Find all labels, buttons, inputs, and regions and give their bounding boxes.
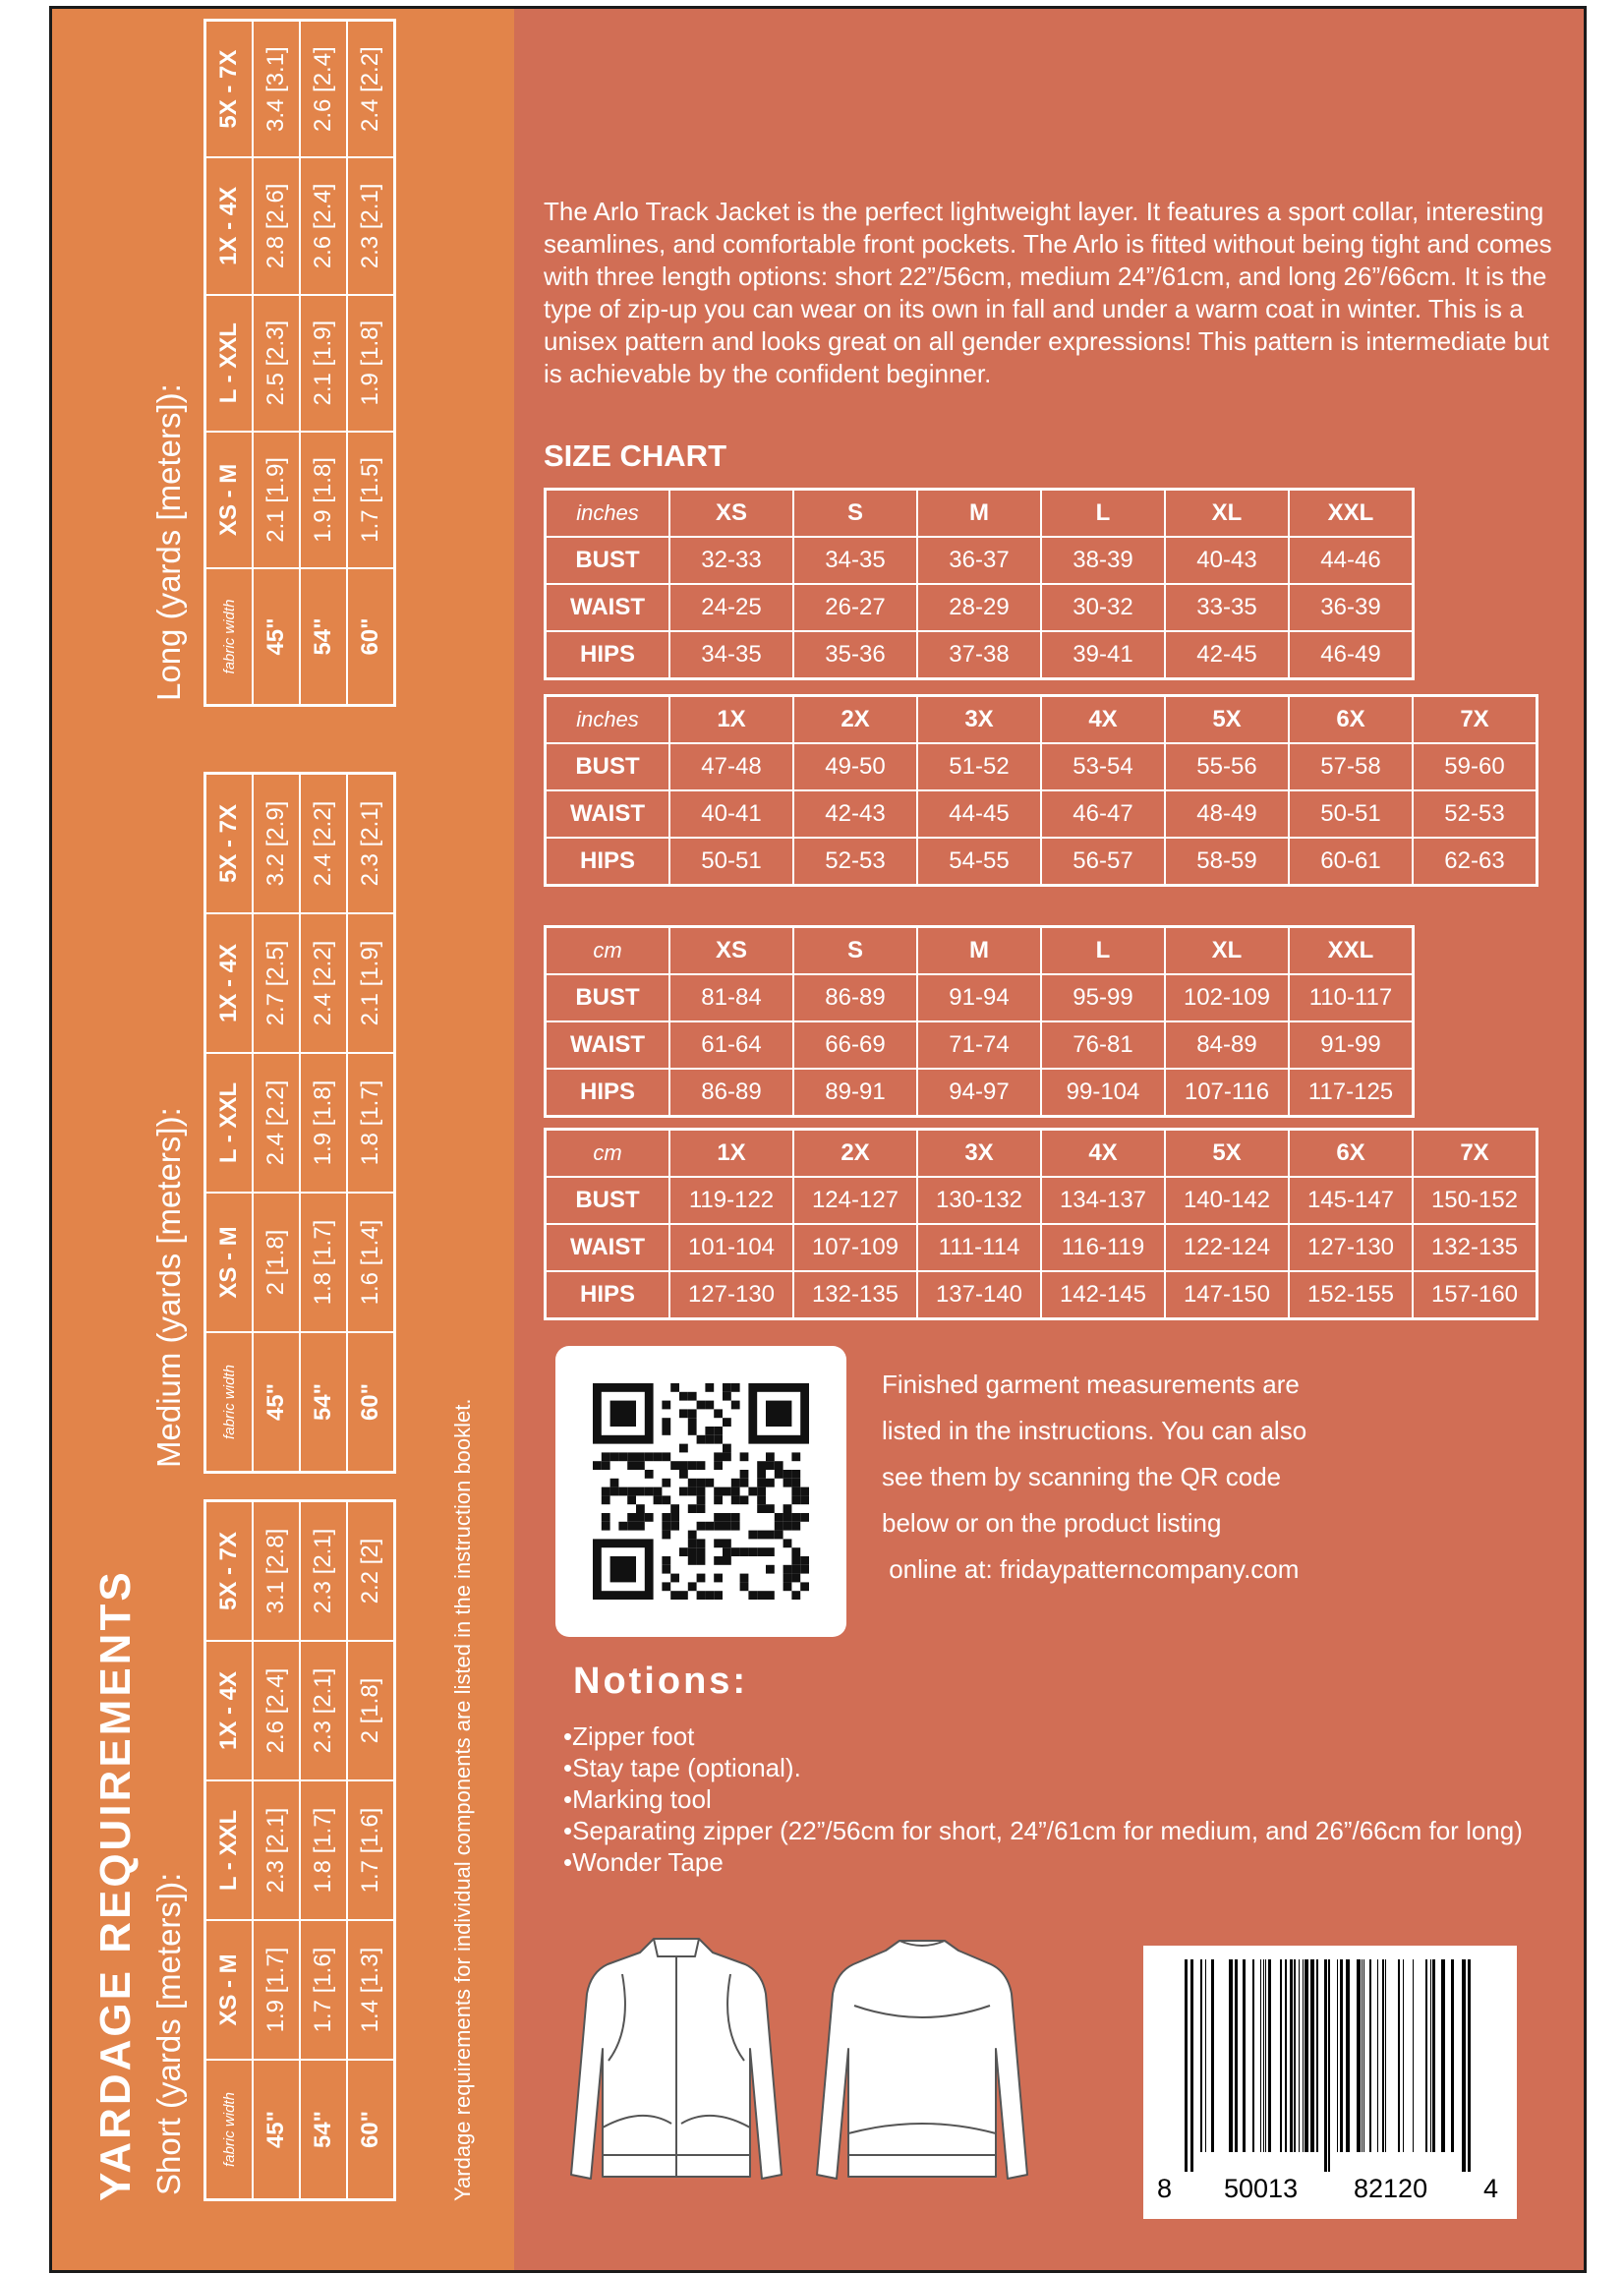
qr-code[interactable] bbox=[555, 1346, 846, 1637]
fabric-width-header: fabric width bbox=[205, 2060, 254, 2200]
measurement-value: 140-142 bbox=[1165, 1177, 1289, 1224]
yardage-value-cell: 2.3 [2.1] bbox=[347, 774, 395, 914]
yardage-value-cell: 2 [1.8] bbox=[347, 1641, 395, 1780]
measurement-value: 36-37 bbox=[917, 537, 1041, 584]
yardage-value-cell: 1.7 [1.6] bbox=[347, 1780, 395, 1920]
measurement-value: 107-109 bbox=[793, 1224, 917, 1271]
measurement-value: 95-99 bbox=[1041, 974, 1165, 1021]
yardage-note: Yardage requirements for individual components are listed in the instruction booklet. bbox=[450, 1398, 475, 2201]
measurement-value: 49-50 bbox=[793, 743, 917, 790]
measurement-value: 61-64 bbox=[669, 1021, 793, 1069]
notions-title: Notions: bbox=[573, 1661, 749, 1702]
fabric-width-cell: 60" bbox=[347, 2060, 395, 2200]
measurement-label: BUST bbox=[546, 743, 670, 790]
size-header: 1X bbox=[669, 1130, 793, 1178]
measurement-value: 157-160 bbox=[1413, 1271, 1537, 1319]
info-panel bbox=[514, 9, 1584, 2270]
measurement-value: 40-41 bbox=[669, 790, 793, 838]
yardage-value-cell: 2.1 [1.9] bbox=[347, 913, 395, 1053]
notion-item: • Separating zipper (22”/56cm for short, 24”/61cm for medium, and 26”/66cm for long) bbox=[563, 1815, 1586, 1846]
size-header: L bbox=[1041, 490, 1165, 538]
yardage-size-header: XS - M bbox=[205, 1920, 254, 2060]
yardage-value-cell: 1.7 [1.6] bbox=[300, 1920, 347, 2060]
qr-text-line: online at: fridaypatterncompany.com bbox=[882, 1554, 1300, 1584]
barcode-digit: 8 bbox=[1157, 2174, 1173, 2203]
measurement-value: 33-35 bbox=[1165, 584, 1289, 631]
fabric-width-cell: 45" bbox=[253, 568, 300, 705]
jacket-back-illustration bbox=[809, 1931, 1035, 2201]
size-header: 4X bbox=[1041, 1130, 1165, 1178]
yardage-value-cell: 3.1 [2.8] bbox=[253, 1501, 300, 1642]
jacket-front-illustration bbox=[563, 1931, 789, 2201]
size-table bbox=[544, 694, 1538, 887]
measurement-value: 38-39 bbox=[1041, 537, 1165, 584]
yardage-size-header: L - XXL bbox=[205, 1053, 254, 1193]
yardage-value-cell: 1.7 [1.5] bbox=[347, 432, 395, 568]
barcode-digit: 50013 bbox=[1224, 2174, 1299, 2203]
size-unit-header: inches bbox=[546, 696, 670, 744]
measurement-value: 62-63 bbox=[1413, 838, 1537, 886]
yardage-size-header: 5X - 7X bbox=[205, 21, 254, 158]
measurement-label: WAIST bbox=[546, 1021, 670, 1069]
yardage-size-header: 5X - 7X bbox=[205, 1501, 254, 1642]
measurement-value: 89-91 bbox=[793, 1069, 917, 1117]
yardage-table bbox=[203, 772, 396, 1474]
yardage-value-cell: 1.9 [1.7] bbox=[253, 1920, 300, 2060]
size-header: 2X bbox=[793, 1130, 917, 1178]
yardage-value-cell: 2.6 [2.4] bbox=[300, 157, 347, 294]
measurement-value: 55-56 bbox=[1165, 743, 1289, 790]
measurement-value: 46-47 bbox=[1041, 790, 1165, 838]
yardage-value-cell: 1.9 [1.8] bbox=[300, 1053, 347, 1193]
measurement-label: HIPS bbox=[546, 838, 670, 886]
size-header: 6X bbox=[1289, 696, 1413, 744]
measurement-value: 132-135 bbox=[793, 1271, 917, 1319]
measurement-value: 117-125 bbox=[1289, 1069, 1414, 1117]
notion-item: • Wonder Tape bbox=[563, 1846, 1586, 1878]
fabric-width-header: fabric width bbox=[205, 568, 254, 705]
measurement-label: WAIST bbox=[546, 1224, 670, 1271]
yardage-size-header: XS - M bbox=[205, 432, 254, 568]
measurement-label: WAIST bbox=[546, 584, 670, 631]
measurement-value: 116-119 bbox=[1041, 1224, 1165, 1271]
size-chart-title: SIZE CHART bbox=[544, 438, 726, 473]
fabric-width-header: fabric width bbox=[205, 1332, 254, 1473]
measurement-value: 134-137 bbox=[1041, 1177, 1165, 1224]
yardage-size-header: 5X - 7X bbox=[205, 774, 254, 914]
size-header: 1X bbox=[669, 696, 793, 744]
measurement-value: 57-58 bbox=[1289, 743, 1413, 790]
size-header: 7X bbox=[1413, 696, 1537, 744]
measurement-value: 147-150 bbox=[1165, 1271, 1289, 1319]
qr-code-icon bbox=[555, 1346, 846, 1637]
measurement-value: 40-43 bbox=[1165, 537, 1289, 584]
measurement-value: 111-114 bbox=[917, 1224, 1041, 1271]
notion-item: • Zipper foot bbox=[563, 1720, 1586, 1752]
yardage-value-cell: 1.8 [1.7] bbox=[347, 1053, 395, 1193]
measurement-value: 84-89 bbox=[1165, 1021, 1289, 1069]
measurement-label: BUST bbox=[546, 537, 670, 584]
size-header: XS bbox=[669, 927, 793, 975]
measurement-value: 102-109 bbox=[1165, 974, 1289, 1021]
yardage-value-cell: 1.8 [1.7] bbox=[300, 1780, 347, 1920]
size-header: L bbox=[1041, 927, 1165, 975]
measurement-value: 24-25 bbox=[669, 584, 793, 631]
yardage-value-cell: 2.6 [2.4] bbox=[300, 21, 347, 158]
fabric-width-cell: 54" bbox=[300, 568, 347, 705]
yardage-title: YARDAGE REQUIREMENTS bbox=[91, 1569, 140, 2201]
yardage-panel bbox=[52, 9, 514, 2270]
measurement-value: 44-45 bbox=[917, 790, 1041, 838]
yardage-value-cell: 2.3 [2.1] bbox=[253, 1780, 300, 1920]
measurement-value: 110-117 bbox=[1289, 974, 1414, 1021]
measurement-value: 46-49 bbox=[1289, 631, 1414, 679]
barcode-bars bbox=[1143, 1946, 1517, 2172]
measurement-value: 51-52 bbox=[917, 743, 1041, 790]
measurement-value: 107-116 bbox=[1165, 1069, 1289, 1117]
measurement-value: 124-127 bbox=[793, 1177, 917, 1224]
fabric-width-cell: 45" bbox=[253, 1332, 300, 1473]
measurement-value: 42-43 bbox=[793, 790, 917, 838]
yardage-value-cell: 2.1 [1.9] bbox=[253, 432, 300, 568]
size-table bbox=[544, 925, 1415, 1118]
qr-text-line: see them by scanning the QR code bbox=[882, 1462, 1282, 1491]
measurement-value: 60-61 bbox=[1289, 838, 1413, 886]
yardage-size-header: 1X - 4X bbox=[205, 913, 254, 1053]
yardage-value-cell: 2 [1.8] bbox=[253, 1193, 300, 1332]
measurement-value: 127-130 bbox=[1289, 1224, 1413, 1271]
yardage-rotated-content bbox=[91, 19, 485, 2201]
yardage-value-cell: 2.4 [2.2] bbox=[300, 913, 347, 1053]
yardage-value-cell: 2.6 [2.4] bbox=[253, 1641, 300, 1780]
measurement-value: 91-94 bbox=[917, 974, 1041, 1021]
yardage-section bbox=[150, 772, 396, 1474]
yardage-section-label: Long (yards [meters]): bbox=[150, 383, 187, 701]
size-header: XS bbox=[669, 490, 793, 538]
measurement-value: 34-35 bbox=[669, 631, 793, 679]
qr-info-text bbox=[882, 1362, 1354, 1593]
measurement-value: 81-84 bbox=[669, 974, 793, 1021]
size-header: 4X bbox=[1041, 696, 1165, 744]
size-header: 7X bbox=[1413, 1130, 1537, 1178]
measurement-value: 101-104 bbox=[669, 1224, 793, 1271]
measurement-value: 26-27 bbox=[793, 584, 917, 631]
size-header: 3X bbox=[917, 696, 1041, 744]
size-table bbox=[544, 488, 1415, 680]
yardage-size-header: 1X - 4X bbox=[205, 1641, 254, 1780]
qr-text-line: below or on the product listing bbox=[882, 1508, 1222, 1538]
measurement-value: 34-35 bbox=[793, 537, 917, 584]
yardage-value-cell: 2.3 [2.1] bbox=[300, 1501, 347, 1642]
yardage-section bbox=[150, 19, 396, 707]
measurement-value: 66-69 bbox=[793, 1021, 917, 1069]
size-unit-header: inches bbox=[546, 490, 670, 538]
measurement-label: WAIST bbox=[546, 790, 670, 838]
qr-text-line: listed in the instructions. You can also bbox=[882, 1416, 1307, 1445]
measurement-value: 94-97 bbox=[917, 1069, 1041, 1117]
fabric-width-cell: 60" bbox=[347, 1332, 395, 1473]
yardage-value-cell: 2.4 [2.2] bbox=[253, 1053, 300, 1193]
yardage-value-cell: 2.8 [2.6] bbox=[253, 157, 300, 294]
size-unit-header: cm bbox=[546, 927, 670, 975]
pattern-back-cover bbox=[49, 6, 1587, 2273]
yardage-value-cell: 2.3 [2.1] bbox=[347, 157, 395, 294]
measurement-label: HIPS bbox=[546, 1271, 670, 1319]
yardage-value-cell: 1.9 [1.8] bbox=[300, 432, 347, 568]
yardage-value-cell: 2.2 [2] bbox=[347, 1501, 395, 1642]
measurement-value: 44-46 bbox=[1289, 537, 1414, 584]
measurement-value: 56-57 bbox=[1041, 838, 1165, 886]
yardage-table bbox=[203, 19, 396, 707]
yardage-size-header: 1X - 4X bbox=[205, 157, 254, 294]
size-header: S bbox=[793, 490, 917, 538]
measurement-value: 59-60 bbox=[1413, 743, 1537, 790]
size-header: XL bbox=[1165, 490, 1289, 538]
yardage-section-label: Short (yards [meters]): bbox=[150, 1872, 187, 2195]
size-header: 5X bbox=[1165, 696, 1289, 744]
size-header: 6X bbox=[1289, 1130, 1413, 1178]
measurement-value: 50-51 bbox=[669, 838, 793, 886]
yardage-value-cell: 2.4 [2.2] bbox=[347, 21, 395, 158]
measurement-value: 28-29 bbox=[917, 584, 1041, 631]
measurement-value: 53-54 bbox=[1041, 743, 1165, 790]
measurement-value: 39-41 bbox=[1041, 631, 1165, 679]
yardage-value-cell: 3.2 [2.9] bbox=[253, 774, 300, 914]
yardage-value-cell: 2.4 [2.2] bbox=[300, 774, 347, 914]
measurement-label: HIPS bbox=[546, 1069, 670, 1117]
barcode-digit: 82120 bbox=[1354, 2174, 1428, 2203]
yardage-section bbox=[150, 1499, 396, 2201]
size-header: XXL bbox=[1289, 490, 1414, 538]
pattern-description: The Arlo Track Jacket is the perfect lightweight layer. It features a sport collar, interesting seamlines, and comfortable front pockets. The Arlo is fitted without being tight and comes with three length options: short 22”/56cm, medium 24”/61cm, and long 26”/66cm. It is the type of zip-up you can wear on its own in fall and under a warm coat in winter. This is a unisex pattern and looks great on all gender expressions! This pattern is intermediate but is achievable by the confident beginner. bbox=[544, 197, 1552, 388]
measurement-value: 137-140 bbox=[917, 1271, 1041, 1319]
notions-list bbox=[563, 1720, 1586, 1878]
yardage-value-cell: 1.8 [1.7] bbox=[300, 1193, 347, 1332]
measurement-value: 86-89 bbox=[793, 974, 917, 1021]
measurement-value: 76-81 bbox=[1041, 1021, 1165, 1069]
size-header: XXL bbox=[1289, 927, 1414, 975]
measurement-value: 30-32 bbox=[1041, 584, 1165, 631]
measurement-value: 37-38 bbox=[917, 631, 1041, 679]
measurement-value: 54-55 bbox=[917, 838, 1041, 886]
size-header: M bbox=[917, 490, 1041, 538]
size-table bbox=[544, 1128, 1538, 1320]
measurement-label: BUST bbox=[546, 1177, 670, 1224]
measurement-value: 127-130 bbox=[669, 1271, 793, 1319]
yardage-section-label: Medium (yards [meters]): bbox=[150, 1107, 187, 1468]
fabric-width-cell: 54" bbox=[300, 1332, 347, 1473]
size-header: 5X bbox=[1165, 1130, 1289, 1178]
measurement-value: 99-104 bbox=[1041, 1069, 1165, 1117]
measurement-value: 145-147 bbox=[1289, 1177, 1413, 1224]
size-header: 3X bbox=[917, 1130, 1041, 1178]
measurement-value: 132-135 bbox=[1413, 1224, 1537, 1271]
size-header: S bbox=[793, 927, 917, 975]
measurement-label: BUST bbox=[546, 974, 670, 1021]
yardage-value-cell: 1.4 [1.3] bbox=[347, 1920, 395, 2060]
yardage-size-header: L - XXL bbox=[205, 295, 254, 432]
notion-item: • Stay tape (optional). bbox=[563, 1752, 1586, 1783]
barcode-digit: 4 bbox=[1483, 2174, 1499, 2203]
measurement-value: 91-99 bbox=[1289, 1021, 1414, 1069]
measurement-label: HIPS bbox=[546, 631, 670, 679]
yardage-table bbox=[203, 1499, 396, 2201]
size-unit-header: cm bbox=[546, 1130, 670, 1178]
measurement-value: 150-152 bbox=[1413, 1177, 1537, 1224]
notion-item: • Marking tool bbox=[563, 1783, 1586, 1815]
measurement-value: 130-132 bbox=[917, 1177, 1041, 1224]
measurement-value: 71-74 bbox=[917, 1021, 1041, 1069]
size-header: XL bbox=[1165, 927, 1289, 975]
measurement-value: 42-45 bbox=[1165, 631, 1289, 679]
size-header: M bbox=[917, 927, 1041, 975]
measurement-value: 122-124 bbox=[1165, 1224, 1289, 1271]
yardage-value-cell: 1.9 [1.8] bbox=[347, 295, 395, 432]
yardage-value-cell: 2.1 [1.9] bbox=[300, 295, 347, 432]
qr-text-line: Finished garment measurements are bbox=[882, 1370, 1300, 1399]
yardage-value-cell: 1.6 [1.4] bbox=[347, 1193, 395, 1332]
measurement-value: 119-122 bbox=[669, 1177, 793, 1224]
measurement-value: 32-33 bbox=[669, 537, 793, 584]
measurement-value: 47-48 bbox=[669, 743, 793, 790]
yardage-value-cell: 3.4 [3.1] bbox=[253, 21, 300, 158]
yardage-value-cell: 2.7 [2.5] bbox=[253, 913, 300, 1053]
barcode bbox=[1143, 1946, 1517, 2219]
size-header: 2X bbox=[793, 696, 917, 744]
yardage-value-cell: 2.5 [2.3] bbox=[253, 295, 300, 432]
measurement-value: 52-53 bbox=[1413, 790, 1537, 838]
fabric-width-cell: 60" bbox=[347, 568, 395, 705]
yardage-value-cell: 2.3 [2.1] bbox=[300, 1641, 347, 1780]
measurement-value: 50-51 bbox=[1289, 790, 1413, 838]
fabric-width-cell: 45" bbox=[253, 2060, 300, 2200]
yardage-size-header: L - XXL bbox=[205, 1780, 254, 1920]
fabric-width-cell: 54" bbox=[300, 2060, 347, 2200]
measurement-value: 86-89 bbox=[669, 1069, 793, 1117]
measurement-value: 48-49 bbox=[1165, 790, 1289, 838]
measurement-value: 36-39 bbox=[1289, 584, 1414, 631]
yardage-size-header: XS - M bbox=[205, 1193, 254, 1332]
measurement-value: 142-145 bbox=[1041, 1271, 1165, 1319]
measurement-value: 152-155 bbox=[1289, 1271, 1413, 1319]
measurement-value: 35-36 bbox=[793, 631, 917, 679]
measurement-value: 58-59 bbox=[1165, 838, 1289, 886]
measurement-value: 52-53 bbox=[793, 838, 917, 886]
